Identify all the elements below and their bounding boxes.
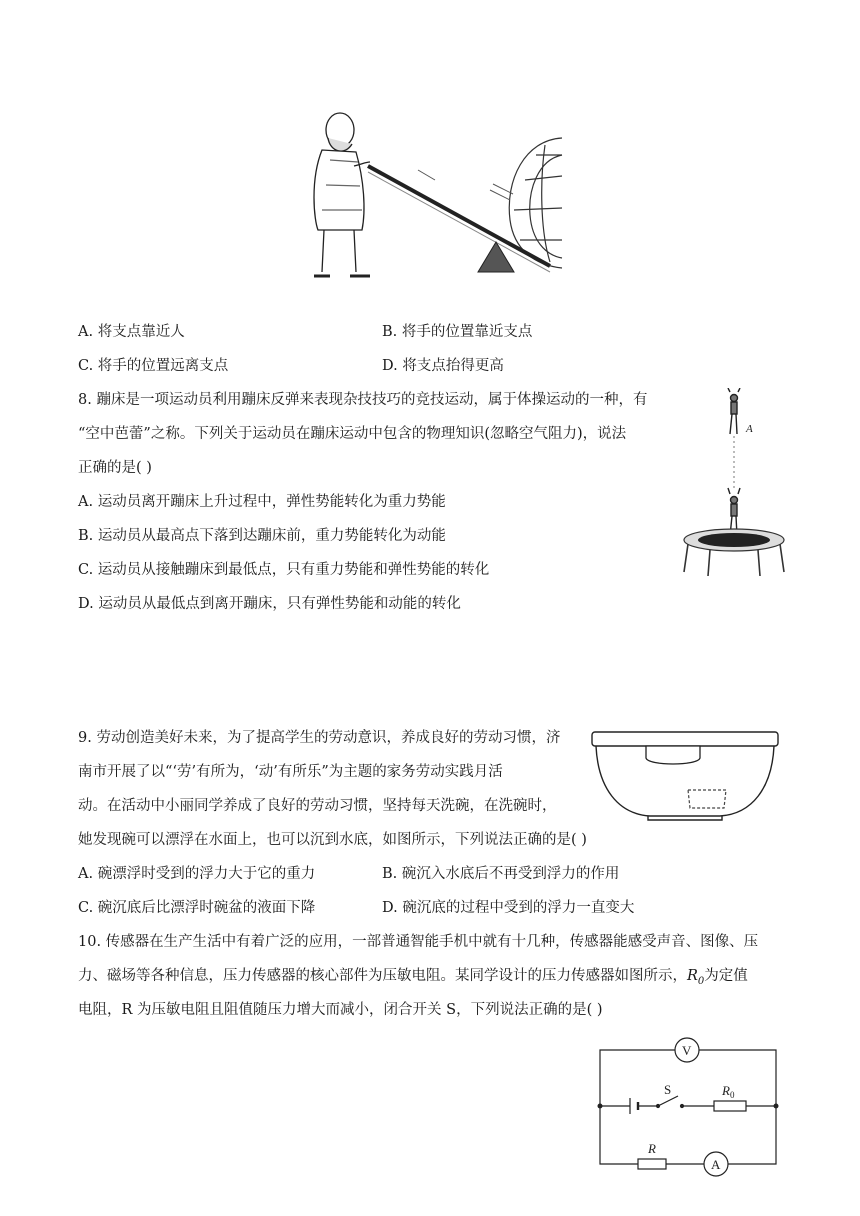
q7-option-d[interactable]: D. 将支点抬得更高 <box>382 358 504 374</box>
junction-left <box>598 1104 603 1109</box>
q9-stem-line-2: 南市开展了以“‘劳’有所为，‘动’有所乐”为主题的家务劳动实践月活 <box>78 764 503 780</box>
q9-stem-line-4: 她发现碗可以漂浮在水面上，也可以沉到水底，如图所示，下列说法正确的是( ) <box>78 832 587 848</box>
q9-option-b[interactable]: B. 碗沉入水底后不再受到浮力的作用 <box>382 866 620 882</box>
q8-option-c[interactable]: C. 运动员从接触蹦床到最低点，只有重力势能和弹性势能的转化 <box>78 562 490 578</box>
r-label: R <box>648 1141 656 1156</box>
switch <box>658 1096 678 1106</box>
q7-option-a[interactable]: A. 将支点靠近人 <box>78 324 185 340</box>
q10-stem-line-2 <box>78 966 748 992</box>
point-a-label: A <box>746 423 753 435</box>
q8-option-d[interactable]: D. 运动员从最低点到离开蹦床，只有弹性势能和动能的转化 <box>78 596 461 612</box>
q9-option-d[interactable]: D. 碗沉底的过程中受到的浮力一直变大 <box>382 900 635 916</box>
q7-option-b[interactable]: B. 将手的位置靠近支点 <box>382 324 533 340</box>
fulcrum <box>478 242 514 272</box>
r0-symbol: $R_0$ <box>687 968 705 987</box>
archimedes-figure <box>314 113 370 276</box>
floating-bowl <box>646 746 700 764</box>
q10-stem-line-2b: 为定值 <box>704 968 748 984</box>
q8-stem-line-1: 8. 蹦床是一项运动员利用蹦床反弹来表现杂技技巧的竞技运动，属于体操运动的一种，有 <box>78 392 648 408</box>
basin <box>592 732 778 820</box>
ammeter-label: A <box>711 1157 721 1172</box>
lever-figure <box>300 100 565 290</box>
basin-figure <box>588 728 784 822</box>
q9-stem-line-1: 9. 劳动创造美好未来，为了提高学生的劳动意识，养成良好的劳动习惯，济 <box>78 730 561 746</box>
q10-stem-line-1: 10. 传感器在生产生活中有着广泛的应用，一部普通智能手机中就有十几种，传感器能感受声音、图像、压 <box>78 934 759 950</box>
junction-right <box>774 1104 779 1109</box>
q8-stem-line-3: 正确的是( ) <box>78 460 152 476</box>
circuit-diagram <box>592 1036 784 1182</box>
r0-label: $R_0$ <box>722 1083 735 1100</box>
wire-bottom <box>600 1106 776 1164</box>
q9-stem-line-3: 动。在活动中小丽同学养成了良好的劳动习惯，坚持每天洗碗，在洗碗时， <box>78 798 557 814</box>
q9-option-c[interactable]: C. 碗沉底后比漂浮时碗盆的液面下降 <box>78 900 316 916</box>
trampoline <box>684 529 784 576</box>
lever-bar <box>368 166 550 266</box>
sunken-bowl <box>688 790 726 808</box>
athlete-upper <box>728 388 740 434</box>
q10-stem-line-2a: 力、磁场等各种信息，压力传感器的核心部件为压敏电阻。某同学设计的压力传感器如图所示， <box>78 968 687 984</box>
q9-option-a[interactable]: A. 碗漂浮时受到的浮力大于它的重力 <box>78 866 316 882</box>
voltmeter-label: V <box>682 1043 692 1058</box>
trampoline-figure <box>680 388 790 578</box>
resistor-r <box>638 1159 666 1169</box>
switch-label: S <box>664 1082 672 1097</box>
resistor-r0 <box>714 1101 746 1111</box>
q8-stem-line-2: “空中芭蕾”之称。下列关于运动员在蹦床运动中包含的物理知识(忽略空气阻力)，说法 <box>78 426 627 442</box>
q7-option-c[interactable]: C. 将手的位置远离支点 <box>78 358 229 374</box>
q8-option-b[interactable]: B. 运动员从最高点下落到达蹦床前，重力势能转化为动能 <box>78 528 446 544</box>
q10-stem-line-3: 电阻，R 为压敏电阻且阻值随压力增大而减小，闭合开关 S，下列说法正确的是( ) <box>78 1002 603 1018</box>
q8-option-a[interactable]: A. 运动员离开蹦床上升过程中，弹性势能转化为重力势能 <box>78 494 446 510</box>
